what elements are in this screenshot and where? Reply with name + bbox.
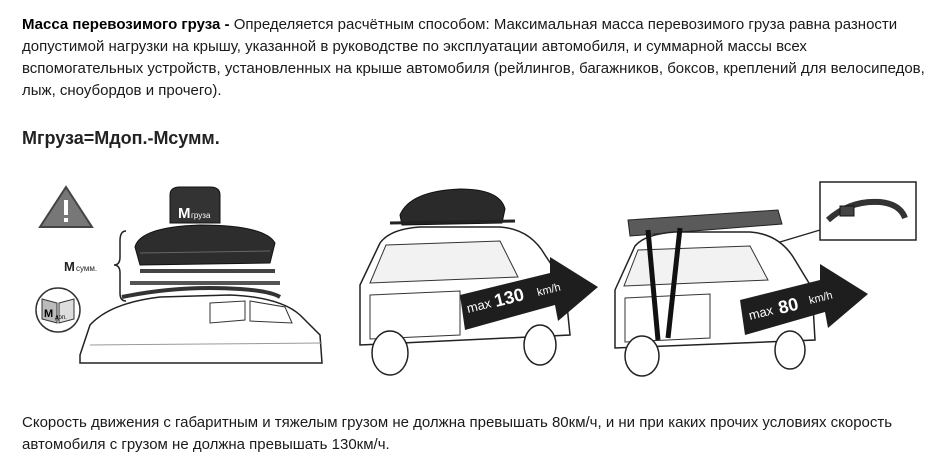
car-side-view (80, 295, 322, 363)
speed-unit-130: km/h (535, 281, 562, 299)
speed-prefix-130: max (465, 295, 493, 316)
roof-box-small-icon (170, 187, 220, 223)
box-label-sub: груза (191, 211, 211, 220)
formula: Мгруза=Мдоп.-Мсумм. (22, 128, 220, 148)
illustration-car-with-strapped-load (600, 180, 920, 380)
illustration-car-with-roof-box (330, 185, 600, 380)
speed-value-130: 130 (492, 284, 527, 311)
warning-triangle-icon (40, 187, 92, 227)
manual-book-icon (36, 288, 80, 332)
intro-text: Определяется расчётным способом: Максимальная масса перевозимого груза равна разности допустимой нагрузки на крышу, указанной в руководстве по эксплуатации автомобиля, и суммарной массы всех вспомогательных устройств, установленных на крыше автомобиля (рейлингов, багажников, боксов, креплений для велосипедов, лыж, сноубордов и прочего). (22, 16, 925, 99)
book-label-main: М (44, 308, 54, 320)
sum-label-sub: сумм. (76, 264, 98, 273)
sum-label-main: М (64, 259, 75, 274)
illustration-roof-load-components (30, 185, 330, 380)
speed-prefix-80: max (747, 302, 775, 323)
box-label-main: М (178, 205, 191, 222)
intro-paragraph (22, 14, 926, 102)
strap-buckle-inset (780, 182, 916, 242)
footer-note: Скорость движения с габаритным и тяжелым грузом не должна превышать 80км/ч, и ни при каких прочих условиях скорость автомобиля с грузом не должна превышать 130км/ч. (22, 414, 893, 453)
speed-unit-80: km/h (807, 289, 834, 307)
book-label-sub: доп. (55, 315, 67, 321)
roof-box-exploded (122, 225, 280, 297)
speed-value-80: 80 (776, 293, 801, 318)
intro-term: Масса перевозимого груза - (22, 16, 230, 33)
